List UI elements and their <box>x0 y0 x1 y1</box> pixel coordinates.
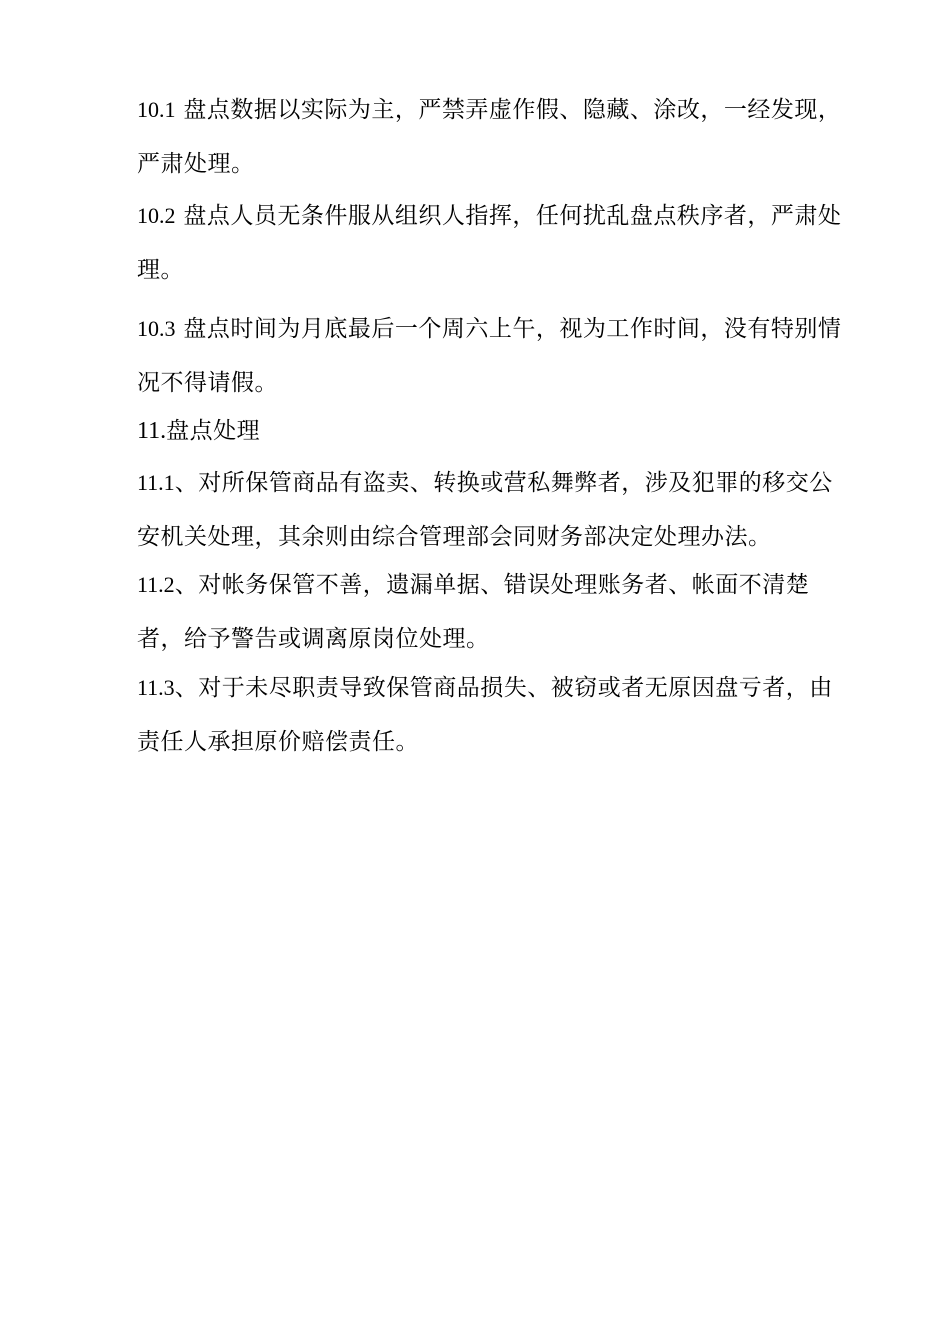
paragraph-10-3 <box>137 302 841 410</box>
paragraph-line <box>137 456 833 510</box>
paragraph-line <box>137 558 809 612</box>
clause-number: 10.1 <box>137 97 176 122</box>
heading-line <box>137 404 260 458</box>
paragraph-line: 理。 <box>137 257 184 283</box>
clause-number: 10.3 <box>137 316 176 341</box>
clause-text: 盘点数据以实际为主，严禁弄虚作假、隐藏、涂改，一经发现， <box>183 97 842 123</box>
paragraph-11-2 <box>137 558 809 666</box>
paragraph-11-1 <box>137 456 833 564</box>
section-heading-11 <box>137 404 260 458</box>
clause-text: 盘点人员无条件服从组织人指挥，任何扰乱盘点秩序者，严肃处 <box>183 203 842 229</box>
clause-number: 10.2 <box>137 203 176 228</box>
paragraph-line <box>137 302 841 356</box>
paragraph-line: 安机关处理，其余则由综合管理部会同财务部决定处理办法。 <box>137 524 772 550</box>
paragraph-line: 严肃处理。 <box>137 151 255 177</box>
clause-text: 、对帐务保管不善，遗漏单据、错误处理账务者、帐面不清楚 <box>174 572 810 598</box>
clause-text: 、对于未尽职责导致保管商品损失、被窃或者无原因盘亏者，由 <box>174 675 833 701</box>
paragraph-10-2 <box>137 189 841 297</box>
heading-title: 盘点处理 <box>166 418 261 444</box>
paragraph-10-1 <box>137 83 841 191</box>
clause-text: 盘点时间为月底最后一个周六上午，视为工作时间，没有特别情 <box>183 316 842 342</box>
paragraph-line: 者，给予警告或调离原岗位处理。 <box>137 626 490 652</box>
clause-number: 11.1 <box>137 470 175 495</box>
clause-number: 11.2 <box>137 572 175 597</box>
paragraph-line <box>137 189 841 243</box>
clause-text: 、对所保管商品有盗卖、转换或营私舞弊者，涉及犯罪的移交公 <box>174 470 833 496</box>
heading-number: 11. <box>137 418 167 444</box>
paragraph-line: 责任人承担原价赔偿责任。 <box>137 729 419 755</box>
paragraph-line: 况不得请假。 <box>137 370 278 396</box>
clause-number: 11.3 <box>137 675 175 700</box>
paragraph-line <box>137 83 841 137</box>
paragraph-line <box>137 661 833 715</box>
paragraph-11-3 <box>137 661 833 769</box>
